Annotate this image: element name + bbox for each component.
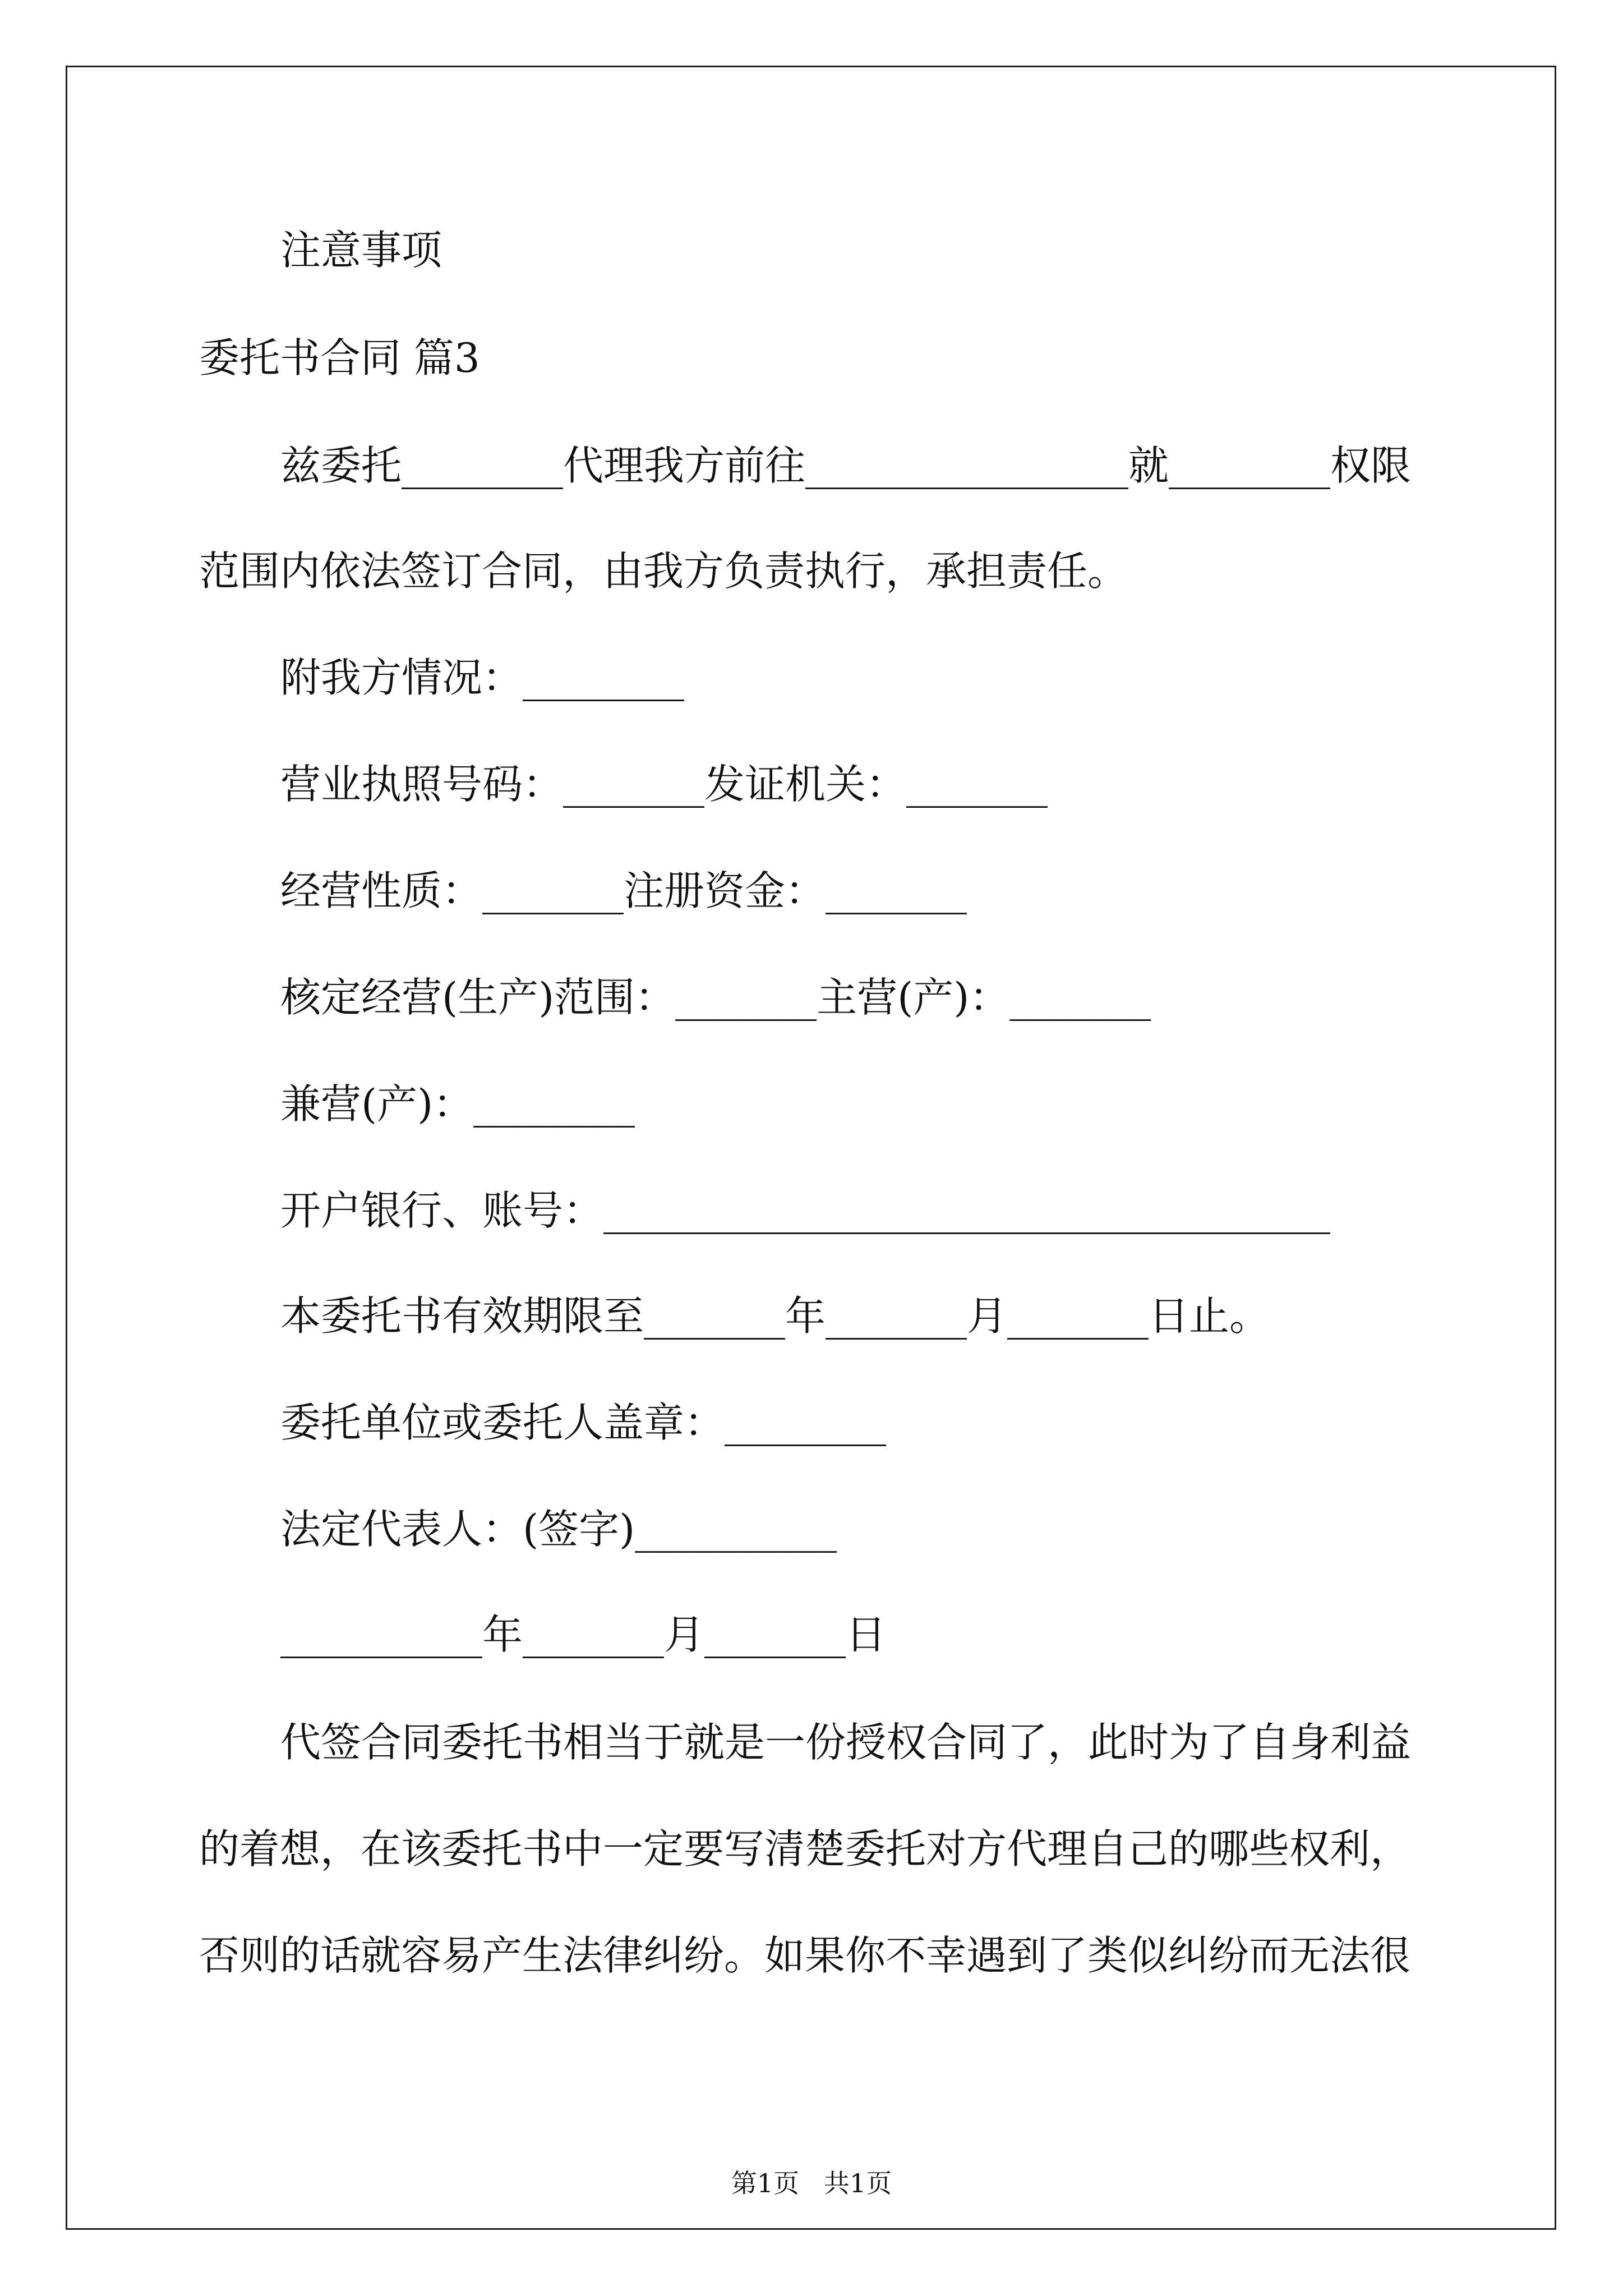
field-line: 营业执照号码：_______发证机关：_______ bbox=[280, 761, 1048, 808]
field-line: 法定代表人：(签字)__________ bbox=[280, 1506, 837, 1553]
notice-heading: 注意事项 bbox=[280, 227, 442, 274]
paragraph-line: 的着想，在该委托书中一定要写清楚委托对方代理自己的哪些权利， bbox=[199, 1825, 1411, 1872]
paragraph-line: 代签合同委托书相当于就是一份授权合同了，此时为了自身利益 bbox=[280, 1719, 1412, 1766]
field-line: 附我方情况：________ bbox=[280, 654, 685, 701]
section-title: 委托书合同 篇3 bbox=[199, 334, 480, 381]
field-line: 经营性质：_______注册资金：_______ bbox=[280, 867, 967, 914]
page-number-footer: 第1页 共1页 bbox=[731, 2168, 892, 2198]
field-line: 开户银行、账号：____________________________________ bbox=[280, 1187, 1331, 1234]
date-line: __________年_______月_______日 bbox=[280, 1611, 886, 1658]
paragraph-line: 范围内依法签订合同，由我方负责执行，承担责任。 bbox=[199, 547, 1128, 595]
field-line: 兼营(产)：________ bbox=[280, 1080, 635, 1128]
field-line: 委托单位或委托人盖章：________ bbox=[280, 1399, 887, 1446]
page-border bbox=[66, 66, 1556, 2230]
field-line: 本委托书有效期限至_______年_______月_______日止。 bbox=[280, 1292, 1270, 1340]
paragraph-line: 否则的话就容易产生法律纠纷。如果你不幸遇到了类似纠纷而无法很 bbox=[199, 1932, 1411, 1979]
paragraph-line: 兹委托________代理我方前往________________就________权限 bbox=[280, 442, 1412, 489]
field-line: 核定经营(生产)范围：_______主营(产)：_______ bbox=[280, 974, 1151, 1021]
